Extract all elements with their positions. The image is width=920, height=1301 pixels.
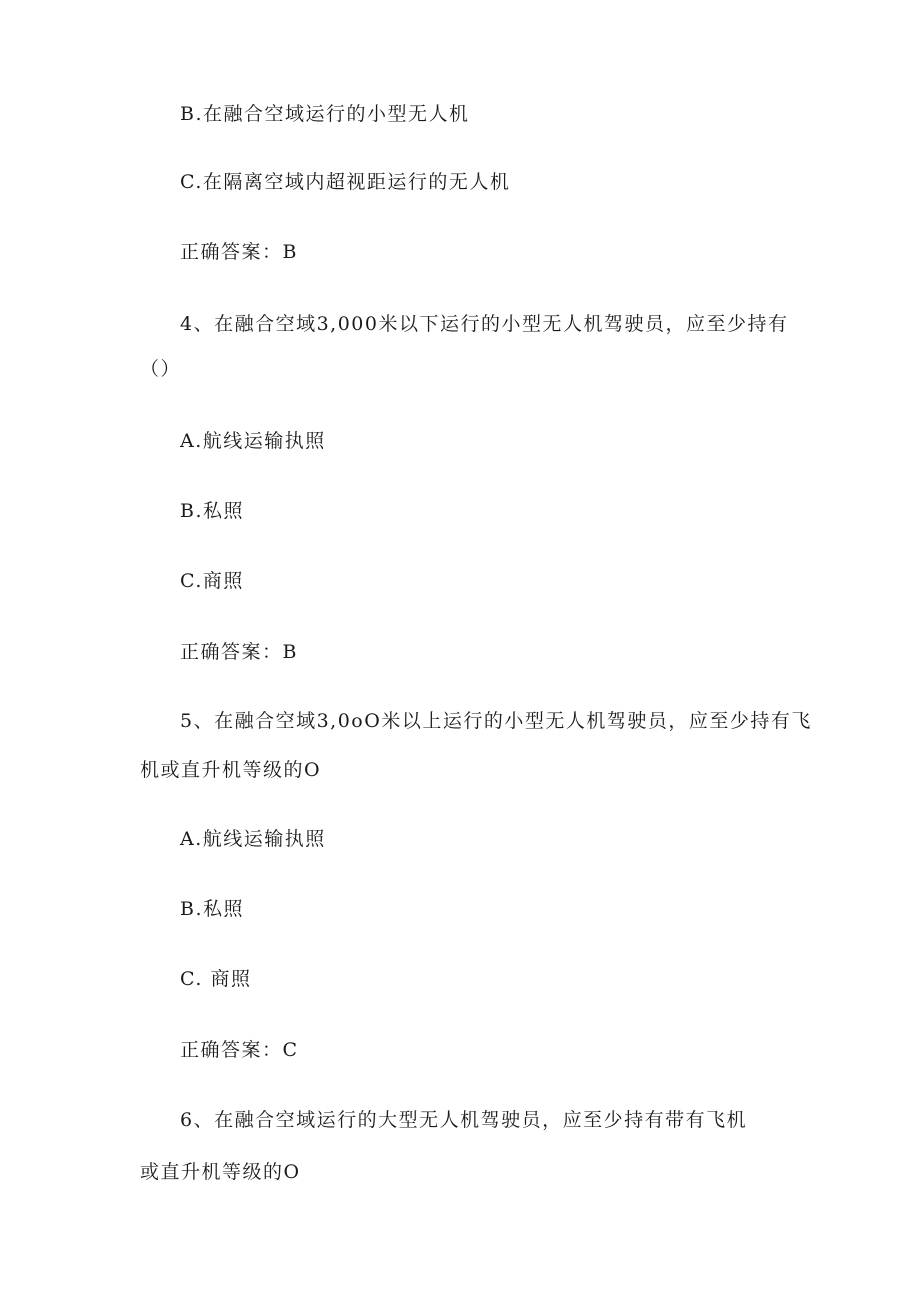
question-5-text: 5、在融合空域3,0oO米以上运行的小型无人机驾驶员，应至少持有飞 <box>180 710 812 732</box>
option-a-text: A.航线运输执照 <box>180 828 326 850</box>
question-5-continuation: 机或直升机等级的O <box>140 759 322 781</box>
answer-text: 正确答案：B <box>180 241 298 263</box>
option-b-text: B.私照 <box>180 500 245 522</box>
question-6-continuation: 或直升机等级的O <box>140 1161 301 1183</box>
option-c-text: C.商照 <box>180 570 244 592</box>
question-6-text: 6、在融合空域运行的大型无人机驾驶员，应至少持有带有飞机 <box>180 1109 748 1131</box>
answer-text: 正确答案：C <box>180 1039 299 1061</box>
option-c-text: C. 商照 <box>180 968 252 990</box>
question-4-text: 4、在融合空域3,000米以下运行的小型无人机驾驶员，应至少持有 <box>180 313 789 335</box>
option-b-text: B.在融合空域运行的小型无人机 <box>180 103 470 125</box>
answer-text: 正确答案：B <box>180 641 298 663</box>
question-4-blank: （） <box>140 358 182 380</box>
option-a-text: A.航线运输执照 <box>180 430 326 452</box>
option-b-text: B.私照 <box>180 898 245 920</box>
option-c-text: C.在隔离空域内超视距运行的无人机 <box>180 171 511 193</box>
